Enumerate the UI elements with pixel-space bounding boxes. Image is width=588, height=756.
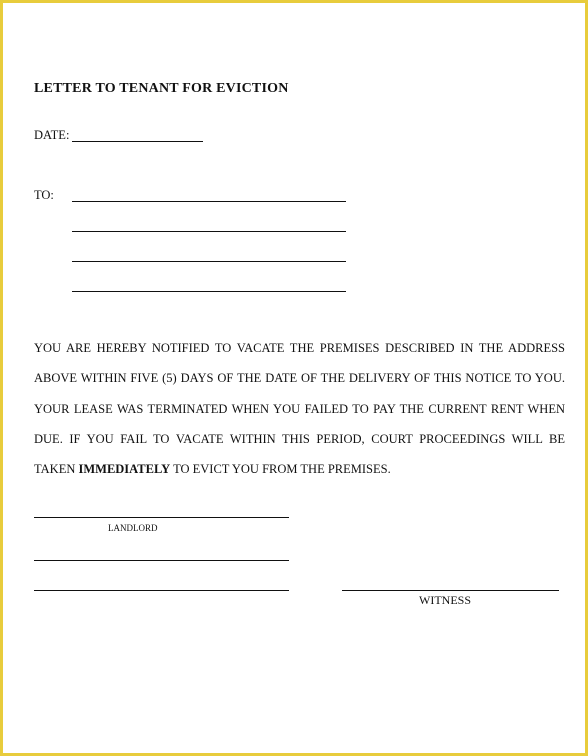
date-blank-line	[72, 141, 203, 142]
signature-line-2	[34, 560, 289, 561]
address-blank-line-1	[72, 201, 346, 202]
signature-line-3	[34, 590, 289, 591]
notice-body-emphasis: IMMEDIATELY	[78, 462, 171, 477]
witness-signature-line	[342, 590, 559, 591]
landlord-label: LANDLORD	[108, 523, 158, 533]
to-label: TO:	[34, 188, 54, 202]
notice-body-text-end: TO EVICT YOU FROM THE PREMISES.	[170, 462, 391, 477]
address-blank-line-2	[72, 231, 346, 232]
landlord-signature-line	[34, 517, 289, 518]
address-blank-line-3	[72, 261, 346, 262]
address-blank-line-4	[72, 291, 346, 292]
notice-body-text: YOU ARE HEREBY NOTIFIED TO VACATE THE PREMISES DESCRIBED IN THE ADDRESS ABOVE WITHIN FIVE (5) DAYS OF THE DATE OF THE DELIVERY OF THIS NOTICE TO YOU. YOUR LEASE WAS TERMINATED WHEN YOU FAILED TO PAY THE CURRENT RENT WHEN DUE. IF YOU FAIL TO VACATE WITHIN THIS PERIOD, COURT PROCEEDINGS WILL BE TAKEN	[34, 341, 565, 477]
notice-body	[34, 333, 565, 484]
date-label: DATE:	[34, 128, 70, 142]
witness-label: WITNESS	[419, 593, 471, 607]
letter-title: LETTER TO TENANT FOR EVICTION	[34, 81, 289, 96]
